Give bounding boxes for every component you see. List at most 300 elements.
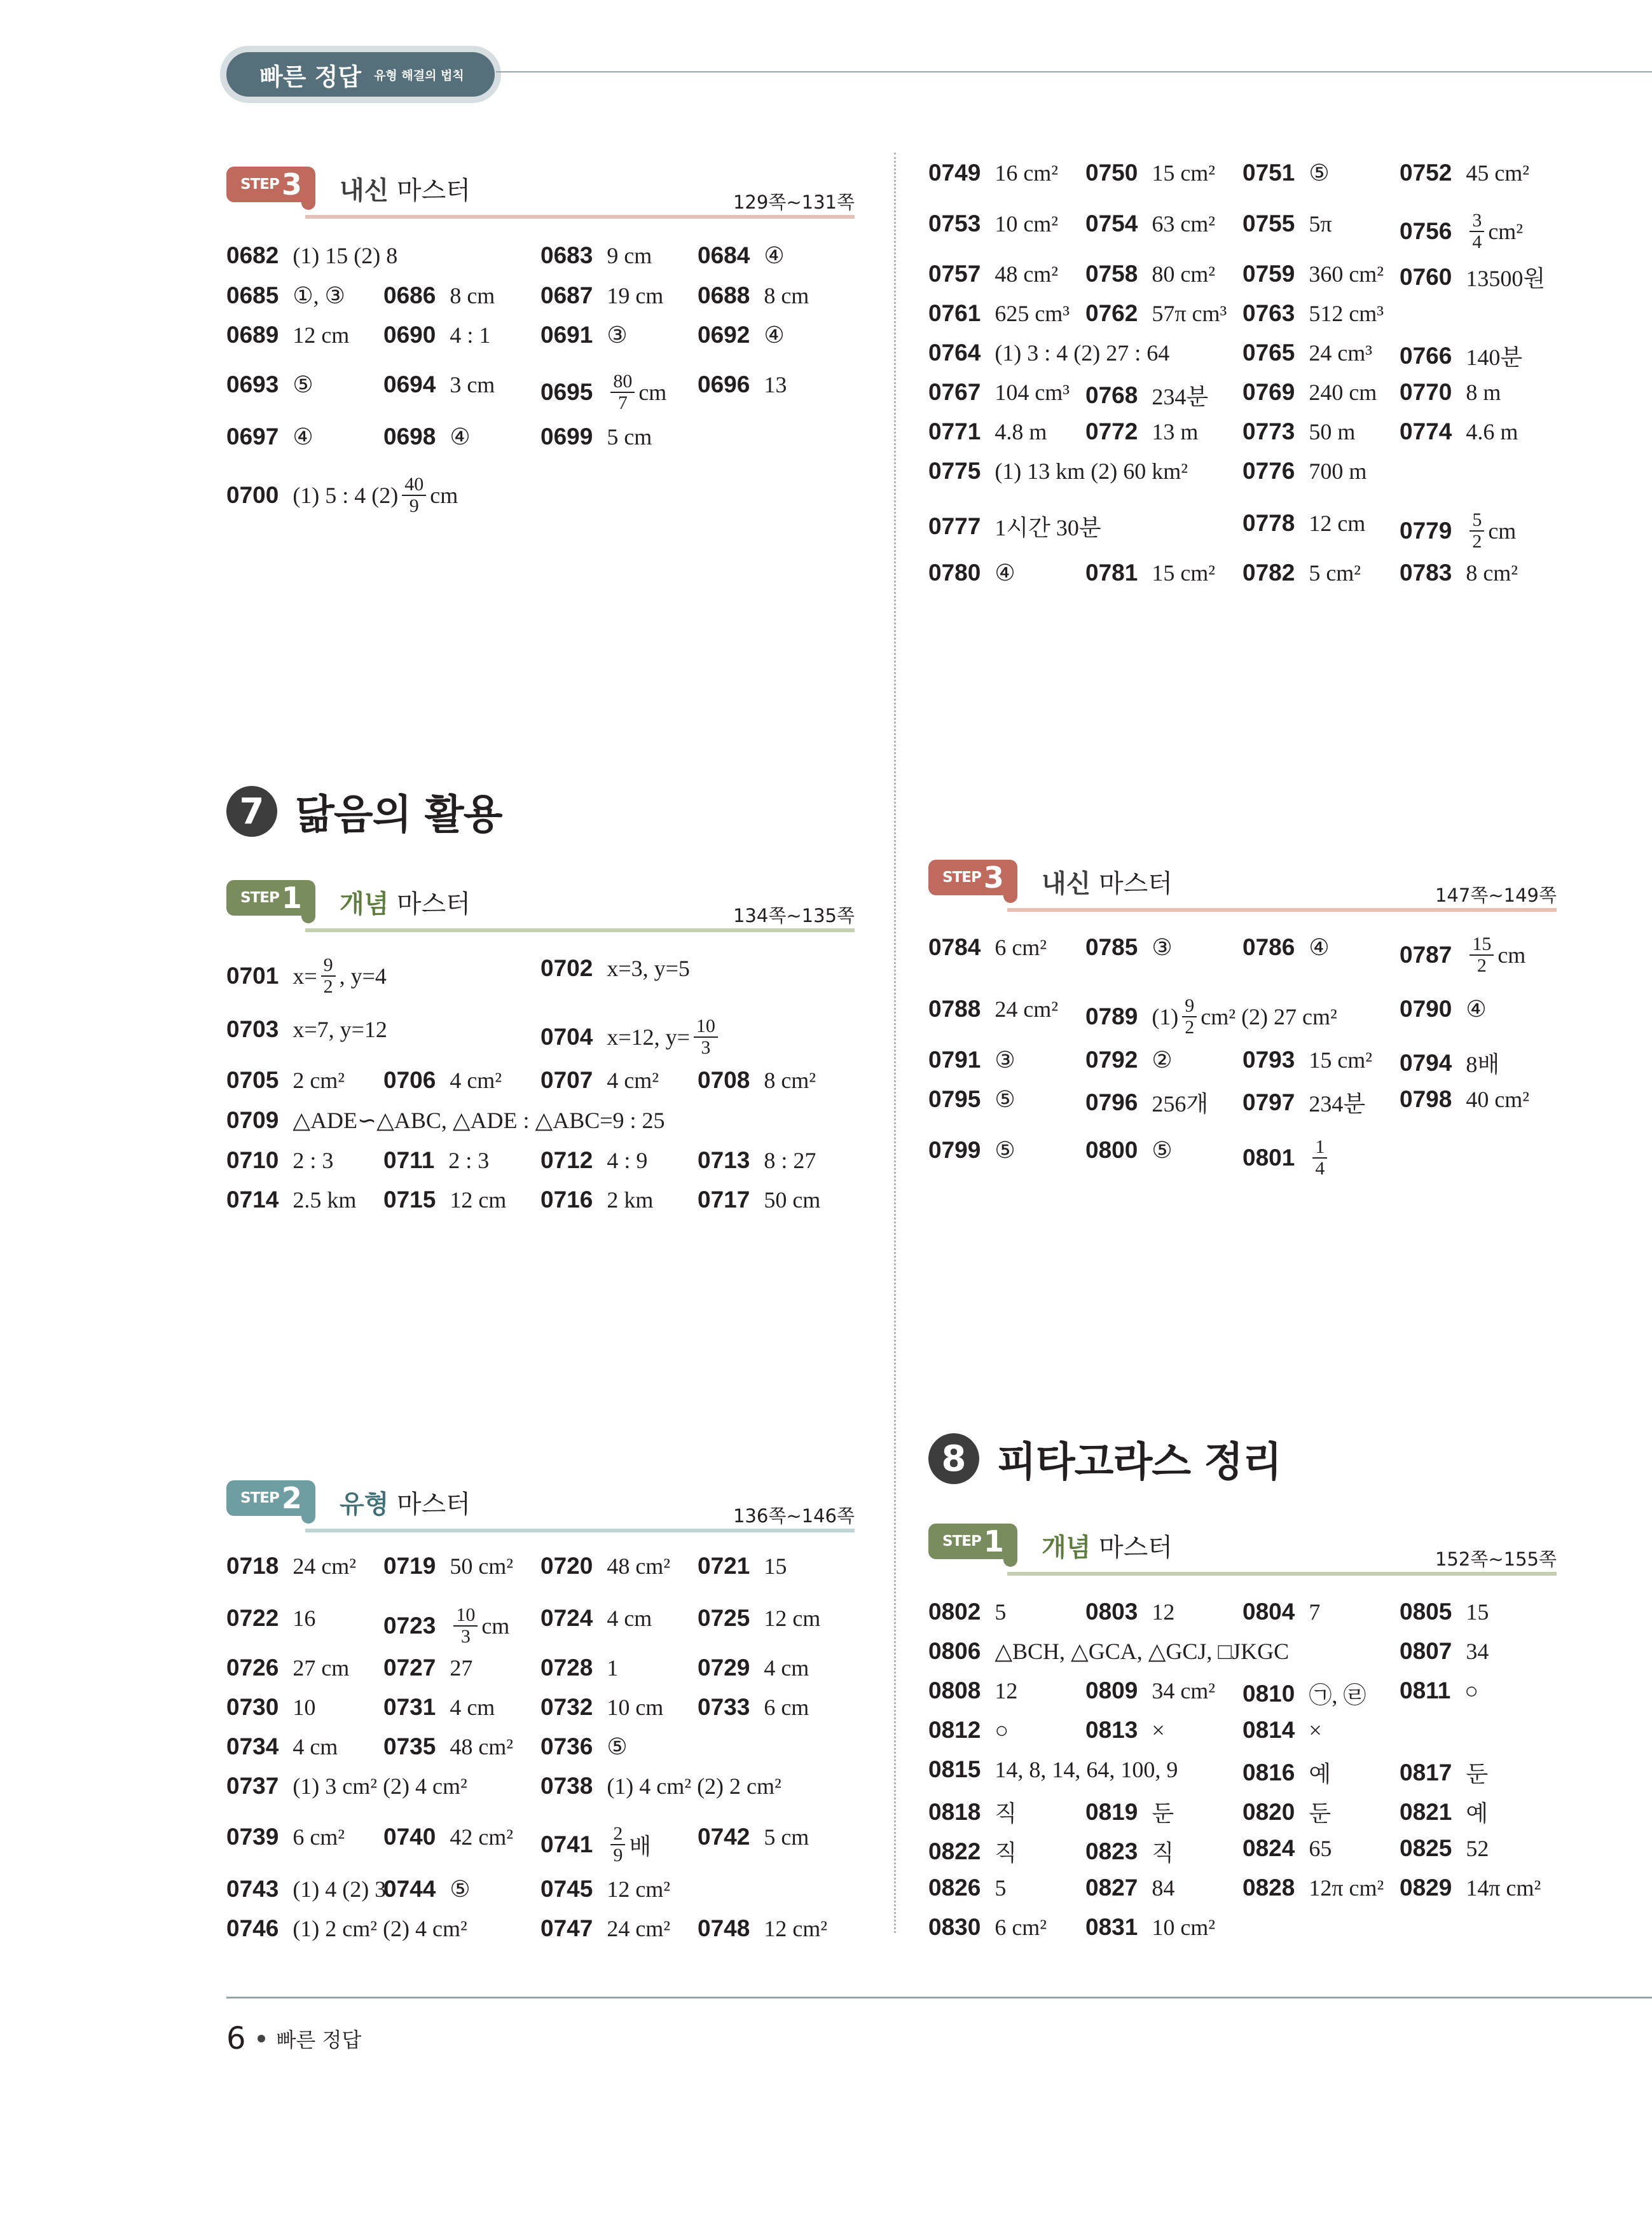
answer-item bbox=[1085, 1137, 1173, 1164]
answer-value bbox=[995, 340, 1169, 366]
answer-text: x=3, y=5 bbox=[607, 956, 690, 981]
answer-item bbox=[698, 1553, 787, 1580]
step-header bbox=[928, 1524, 1557, 1581]
step-badge bbox=[928, 1524, 1017, 1559]
question-number: 0777 bbox=[928, 513, 981, 539]
answer-text: 27 bbox=[450, 1655, 473, 1681]
answer-text: 직 bbox=[1152, 1840, 1174, 1866]
answer-text: 27 cm bbox=[293, 1655, 350, 1681]
step-rest: 마스터 bbox=[1099, 1533, 1173, 1562]
answer-text: ⑤ bbox=[1309, 160, 1330, 186]
answer-item bbox=[383, 282, 495, 309]
answer-value bbox=[995, 1677, 1017, 1704]
answer-text: cm bbox=[1488, 518, 1517, 544]
answer-value bbox=[293, 1605, 315, 1632]
answer-value bbox=[1309, 510, 1365, 537]
question-number: 0762 bbox=[1085, 300, 1138, 326]
step-rest: 마스터 bbox=[397, 1490, 471, 1519]
answer-text: ⑤ bbox=[607, 1734, 628, 1759]
answer-text: 12 cm² bbox=[607, 1876, 671, 1902]
question-number: 0799 bbox=[928, 1137, 981, 1163]
answer-item bbox=[226, 1915, 467, 1942]
answer-value bbox=[450, 1553, 513, 1580]
question-number: 0696 bbox=[698, 371, 750, 397]
fraction bbox=[1312, 1137, 1327, 1179]
step-number: 3 bbox=[281, 167, 302, 202]
answer-item bbox=[383, 322, 490, 348]
question-number: 0701 bbox=[226, 963, 279, 989]
answer-text: 12π cm² bbox=[1309, 1875, 1384, 1901]
chapter-title: 닮음의 활용 bbox=[295, 792, 502, 839]
step-number: 1 bbox=[281, 881, 302, 915]
answer-item bbox=[698, 371, 787, 398]
answer-item bbox=[1400, 1638, 1489, 1665]
answer-item bbox=[540, 1147, 647, 1174]
answer-value bbox=[995, 1875, 1006, 1901]
question-number: 0695 bbox=[540, 379, 593, 405]
answer-value bbox=[607, 1553, 670, 1580]
answer-item bbox=[698, 1605, 820, 1632]
footer-rule bbox=[226, 1997, 1652, 1999]
answer-value bbox=[1152, 210, 1215, 237]
answer-item bbox=[928, 1875, 1006, 1901]
answer-item bbox=[383, 1824, 513, 1850]
answer-value bbox=[1152, 996, 1337, 1038]
answer-item bbox=[928, 1914, 1047, 1941]
answer-item bbox=[383, 1147, 489, 1174]
step-pages: 136쪽~146쪽 bbox=[733, 1505, 855, 1527]
answer-value bbox=[1309, 261, 1384, 287]
fraction-numerator: 5 bbox=[1470, 510, 1484, 532]
answer-item bbox=[1400, 1835, 1489, 1862]
answer-value bbox=[450, 1187, 506, 1213]
answer-value bbox=[1309, 1835, 1332, 1862]
step-pages: 134쪽~135쪽 bbox=[733, 905, 855, 926]
question-number: 0699 bbox=[540, 423, 593, 450]
answer-item bbox=[1085, 996, 1337, 1038]
answer-item bbox=[928, 379, 1070, 406]
answer-item bbox=[226, 371, 313, 398]
step-rest: 마스터 bbox=[397, 890, 471, 919]
answer-text: 4 cm bbox=[607, 1606, 652, 1631]
answer-value bbox=[1152, 1677, 1215, 1704]
answer-item bbox=[540, 242, 652, 269]
answer-value bbox=[450, 282, 495, 309]
question-number: 0784 bbox=[928, 934, 981, 960]
answer-text: 42 cm² bbox=[450, 1824, 514, 1850]
answer-text: (1) 2 cm² (2) 4 cm² bbox=[293, 1916, 467, 1941]
answer-value bbox=[1466, 510, 1516, 552]
question-number: 0688 bbox=[698, 282, 750, 308]
answer-item bbox=[928, 1086, 1015, 1113]
answer-value bbox=[1466, 1638, 1489, 1665]
question-number: 0766 bbox=[1400, 342, 1452, 369]
question-number: 0750 bbox=[1085, 160, 1138, 186]
answer-text: 16 bbox=[293, 1606, 316, 1631]
answer-item bbox=[226, 322, 349, 348]
answer-item bbox=[383, 1876, 471, 1903]
answer-value bbox=[764, 1824, 809, 1850]
answer-item bbox=[928, 1796, 1017, 1828]
question-number: 0717 bbox=[698, 1187, 750, 1213]
step-pages: 129쪽~131쪽 bbox=[733, 191, 855, 213]
answer-value bbox=[607, 1824, 651, 1866]
answer-value bbox=[293, 474, 458, 516]
question-number: 0716 bbox=[540, 1187, 593, 1213]
step-underline bbox=[1007, 908, 1557, 912]
step-title bbox=[1042, 864, 1173, 900]
answer-item bbox=[226, 1655, 349, 1681]
fraction bbox=[453, 1605, 478, 1647]
step-rest: 마스터 bbox=[397, 176, 471, 205]
answer-item bbox=[226, 1147, 333, 1174]
step-keyword: 내신 bbox=[1042, 869, 1091, 898]
answer-value bbox=[1309, 1137, 1331, 1179]
answer-text: x=7, y=12 bbox=[293, 1017, 387, 1042]
answer-text: 2 cm² bbox=[293, 1068, 345, 1093]
answer-value bbox=[450, 1694, 495, 1721]
question-number: 0775 bbox=[928, 458, 981, 484]
answer-item bbox=[1242, 1835, 1332, 1862]
question-number: 0718 bbox=[226, 1553, 279, 1579]
page-number: 6 bbox=[226, 2021, 246, 2056]
answer-value bbox=[1309, 1599, 1320, 1625]
answer-value bbox=[1309, 560, 1361, 586]
question-number: 0794 bbox=[1400, 1049, 1452, 1076]
question-number: 0816 bbox=[1242, 1759, 1295, 1786]
question-number: 0737 bbox=[226, 1773, 279, 1799]
question-number: 0814 bbox=[1242, 1717, 1295, 1743]
answer-text: (1) 13 km (2) 60 km² bbox=[995, 458, 1188, 484]
question-number: 0801 bbox=[1242, 1145, 1295, 1171]
question-number: 0757 bbox=[928, 261, 981, 287]
answer-text: 8 : 27 bbox=[764, 1148, 816, 1173]
answer-item bbox=[928, 210, 1058, 237]
answer-value bbox=[1152, 1875, 1174, 1901]
answer-item bbox=[226, 1553, 356, 1580]
answer-value bbox=[607, 242, 652, 269]
answer-value bbox=[448, 1147, 489, 1174]
answer-item bbox=[1242, 510, 1365, 537]
answer-text: 45 cm² bbox=[1466, 160, 1530, 186]
answer-text: 10 cm² bbox=[995, 211, 1059, 237]
answer-value bbox=[1152, 160, 1215, 186]
answer-item bbox=[1242, 1717, 1322, 1744]
answer-item bbox=[1085, 1047, 1173, 1073]
answer-text: ⑤ bbox=[995, 1138, 1015, 1163]
question-number: 0786 bbox=[1242, 934, 1295, 960]
answer-item bbox=[383, 371, 495, 398]
answer-item bbox=[1085, 1796, 1174, 1828]
question-number: 0831 bbox=[1085, 1914, 1138, 1940]
answer-value bbox=[995, 1756, 1178, 1783]
answer-item bbox=[1400, 1875, 1541, 1901]
answer-text: 34 cm² bbox=[1152, 1678, 1216, 1703]
answer-item bbox=[383, 1694, 495, 1721]
question-number: 0692 bbox=[698, 322, 750, 348]
answer-prefix: (1) bbox=[1152, 1004, 1179, 1029]
answer-prefix: (1) 5 : 4 (2) bbox=[293, 483, 399, 508]
answer-text: ○ bbox=[1464, 1678, 1479, 1703]
answer-text: 80 cm² bbox=[1152, 261, 1216, 287]
answer-value bbox=[293, 1694, 315, 1721]
answer-text: 8 m bbox=[1466, 380, 1501, 405]
question-number: 0769 bbox=[1242, 379, 1295, 405]
answer-value bbox=[1466, 996, 1486, 1022]
answer-value bbox=[764, 1655, 809, 1681]
step-keyword: 개념 bbox=[340, 890, 389, 919]
answer-value bbox=[1309, 300, 1384, 327]
question-number: 0807 bbox=[1400, 1638, 1452, 1664]
answer-text: 10 cm² bbox=[1152, 1915, 1216, 1940]
question-number: 0756 bbox=[1400, 218, 1452, 244]
answer-value bbox=[1152, 1914, 1215, 1941]
question-number: 0780 bbox=[928, 560, 981, 586]
answer-value bbox=[1466, 160, 1529, 186]
question-number: 0735 bbox=[383, 1733, 436, 1759]
answer-value bbox=[764, 1187, 820, 1213]
answer-item bbox=[928, 1047, 1015, 1073]
answer-text: 배 bbox=[629, 1833, 652, 1859]
bullet-dot bbox=[258, 2035, 265, 2042]
step-keyword: 유형 bbox=[340, 1490, 389, 1519]
answer-value bbox=[1466, 1796, 1488, 1828]
answer-text: ④ bbox=[293, 424, 313, 450]
question-number: 0740 bbox=[383, 1824, 436, 1850]
answer-value bbox=[995, 210, 1058, 237]
answer-item bbox=[1242, 160, 1330, 186]
answer-item bbox=[698, 322, 785, 348]
step-rest: 마스터 bbox=[1099, 869, 1173, 898]
answer-text: cm bbox=[1497, 942, 1526, 968]
question-number: 0830 bbox=[928, 1914, 981, 1940]
question-number: 0711 bbox=[383, 1147, 435, 1173]
chapter-number: 8 bbox=[928, 1433, 979, 1484]
question-number: 0789 bbox=[1085, 1003, 1138, 1029]
answer-text: 6 cm bbox=[764, 1695, 809, 1720]
answer-value bbox=[764, 1067, 816, 1094]
answer-item bbox=[540, 1655, 618, 1681]
answer-value bbox=[764, 242, 784, 269]
answer-item bbox=[1242, 560, 1361, 586]
question-number: 0713 bbox=[698, 1147, 750, 1173]
answer-value bbox=[1309, 1717, 1321, 1744]
answer-value bbox=[607, 322, 627, 348]
answer-text: 12 bbox=[1152, 1599, 1175, 1625]
question-number: 0820 bbox=[1242, 1798, 1295, 1825]
answer-item bbox=[698, 1915, 827, 1942]
step-word: STEP bbox=[240, 176, 279, 193]
question-number: 0763 bbox=[1242, 300, 1295, 326]
answer-item bbox=[698, 1824, 809, 1850]
answer-text: × bbox=[1309, 1717, 1322, 1743]
answer-item bbox=[1400, 160, 1529, 186]
answer-item bbox=[1242, 300, 1384, 327]
answer-item bbox=[1242, 1875, 1384, 1901]
answer-text: ○ bbox=[995, 1717, 1009, 1743]
answer-text: 63 cm² bbox=[1152, 211, 1216, 237]
question-number: 0700 bbox=[226, 482, 279, 508]
question-number: 0752 bbox=[1400, 160, 1452, 186]
answer-item bbox=[1085, 1717, 1165, 1744]
question-number: 0744 bbox=[383, 1876, 436, 1902]
answer-item bbox=[928, 510, 1101, 542]
answer-item bbox=[928, 996, 1058, 1022]
answer-value bbox=[995, 261, 1058, 287]
answer-item bbox=[928, 1756, 1178, 1783]
answer-item bbox=[1400, 1756, 1488, 1789]
fraction bbox=[610, 371, 635, 413]
question-number: 0745 bbox=[540, 1876, 593, 1902]
answer-item bbox=[928, 261, 1058, 287]
answer-item bbox=[1400, 379, 1501, 406]
answer-text: 234분 bbox=[1309, 1091, 1366, 1117]
answer-value bbox=[1466, 1599, 1489, 1625]
fraction-numerator: 15 bbox=[1470, 934, 1494, 956]
question-number: 0755 bbox=[1242, 210, 1295, 237]
answer-item bbox=[540, 955, 690, 982]
answer-value bbox=[1309, 1677, 1366, 1710]
answer-text: 1 bbox=[607, 1655, 619, 1681]
answer-text: cm bbox=[638, 380, 667, 405]
answer-value bbox=[607, 1016, 722, 1058]
answer-text: △BCH, △GCA, △GCJ, □JKGC bbox=[995, 1639, 1290, 1664]
question-number: 0731 bbox=[383, 1694, 436, 1720]
question-number: 0758 bbox=[1085, 261, 1138, 287]
answer-item bbox=[1400, 210, 1523, 252]
step-underline bbox=[305, 215, 855, 219]
question-number: 0818 bbox=[928, 1798, 981, 1825]
answer-item bbox=[540, 1016, 722, 1058]
answer-text: ② bbox=[1152, 1047, 1173, 1073]
header-subtitle: 유형 해결의 법칙 bbox=[374, 68, 464, 83]
answer-text: 2.5 km bbox=[293, 1187, 357, 1213]
question-number: 0706 bbox=[383, 1067, 436, 1093]
answer-value bbox=[293, 1187, 356, 1213]
answer-value bbox=[995, 1047, 1015, 1073]
answer-text: 12 cm bbox=[450, 1187, 507, 1213]
question-number: 0723 bbox=[383, 1613, 436, 1639]
answer-text: 1시간 30분 bbox=[995, 515, 1101, 540]
page-footer bbox=[226, 2021, 361, 2056]
fraction-numerator: 2 bbox=[610, 1824, 625, 1845]
answer-text: ③ bbox=[607, 322, 628, 348]
answer-text: 140분 bbox=[1466, 345, 1523, 370]
answer-item bbox=[1085, 261, 1215, 287]
fraction-numerator: 9 bbox=[1182, 996, 1197, 1017]
answer-text: 14, 8, 14, 64, 100, 9 bbox=[995, 1757, 1178, 1782]
answer-value bbox=[1152, 1137, 1172, 1164]
answer-item bbox=[540, 1553, 670, 1580]
answer-value bbox=[1309, 934, 1329, 961]
answer-item bbox=[540, 1876, 670, 1903]
answer-item bbox=[1085, 1835, 1174, 1868]
answer-item bbox=[1085, 1677, 1215, 1704]
fraction-denominator: 4 bbox=[1472, 231, 1482, 252]
answer-item bbox=[226, 1067, 345, 1094]
answer-text: 50 m bbox=[1309, 419, 1356, 444]
answer-text: 8 cm² bbox=[1466, 560, 1518, 586]
answer-item bbox=[540, 1733, 628, 1760]
question-number: 0806 bbox=[928, 1638, 981, 1664]
answer-value bbox=[764, 1147, 816, 1174]
question-number: 0734 bbox=[226, 1733, 279, 1759]
fraction bbox=[1470, 210, 1484, 252]
answer-text: 13 m bbox=[1152, 419, 1199, 444]
answer-value bbox=[293, 1553, 356, 1580]
answer-item bbox=[226, 282, 345, 309]
answer-text: 둔 bbox=[1466, 1761, 1489, 1787]
answer-text: 50 cm² bbox=[450, 1553, 514, 1579]
answer-value bbox=[1309, 418, 1355, 445]
question-number: 0774 bbox=[1400, 418, 1452, 444]
answer-value bbox=[1152, 1796, 1174, 1828]
answer-item bbox=[1400, 1677, 1478, 1704]
answer-text: 직 bbox=[995, 1801, 1017, 1826]
question-number: 0746 bbox=[226, 1915, 279, 1941]
answer-item bbox=[226, 955, 387, 997]
answer-item bbox=[698, 242, 785, 269]
question-number: 0802 bbox=[928, 1599, 981, 1625]
answer-text: 5 bbox=[995, 1599, 1007, 1625]
question-number: 0797 bbox=[1242, 1089, 1295, 1115]
answer-item bbox=[1242, 379, 1377, 406]
answer-item bbox=[383, 1733, 513, 1760]
fraction-numerator: 1 bbox=[1312, 1137, 1327, 1159]
fraction bbox=[610, 1824, 625, 1866]
answer-item bbox=[1400, 996, 1487, 1022]
question-number: 0790 bbox=[1400, 996, 1452, 1022]
answer-text: 4.6 m bbox=[1466, 419, 1518, 444]
answer-value bbox=[450, 1824, 513, 1850]
question-number: 0776 bbox=[1242, 458, 1295, 484]
answer-value bbox=[1466, 934, 1525, 976]
answer-text: 4 : 9 bbox=[607, 1148, 648, 1173]
question-number: 0808 bbox=[928, 1677, 981, 1703]
question-number: 0772 bbox=[1085, 418, 1138, 444]
question-number: 0727 bbox=[383, 1655, 436, 1681]
step-header bbox=[226, 167, 855, 224]
answer-value bbox=[995, 1796, 1017, 1828]
answer-value bbox=[1309, 340, 1372, 366]
answer-item bbox=[383, 1067, 502, 1094]
answer-text: ④ bbox=[764, 243, 785, 268]
question-number: 0710 bbox=[226, 1147, 279, 1173]
question-number: 0686 bbox=[383, 282, 436, 308]
answer-item bbox=[226, 474, 458, 516]
step-header bbox=[226, 1480, 855, 1538]
answer-text: 104 cm³ bbox=[995, 380, 1070, 405]
question-number: 0722 bbox=[226, 1605, 279, 1631]
answer-value bbox=[450, 1733, 513, 1760]
question-number: 0765 bbox=[1242, 340, 1295, 366]
fraction bbox=[1182, 996, 1197, 1038]
answer-text: 예 bbox=[1466, 1801, 1489, 1826]
question-number: 0791 bbox=[928, 1047, 981, 1073]
answer-value bbox=[1466, 560, 1518, 586]
answer-text: 8 cm bbox=[450, 283, 495, 308]
question-number: 0778 bbox=[1242, 510, 1295, 536]
answer-value bbox=[995, 510, 1101, 542]
answer-text: cm bbox=[481, 1613, 510, 1639]
question-number: 0826 bbox=[928, 1875, 981, 1901]
answer-value bbox=[1152, 1047, 1172, 1073]
step-keyword: 내신 bbox=[340, 176, 389, 205]
answer-value bbox=[995, 1638, 1289, 1665]
step-word: STEP bbox=[240, 890, 279, 906]
question-number: 0736 bbox=[540, 1733, 593, 1759]
fraction-denominator: 9 bbox=[613, 1845, 623, 1866]
